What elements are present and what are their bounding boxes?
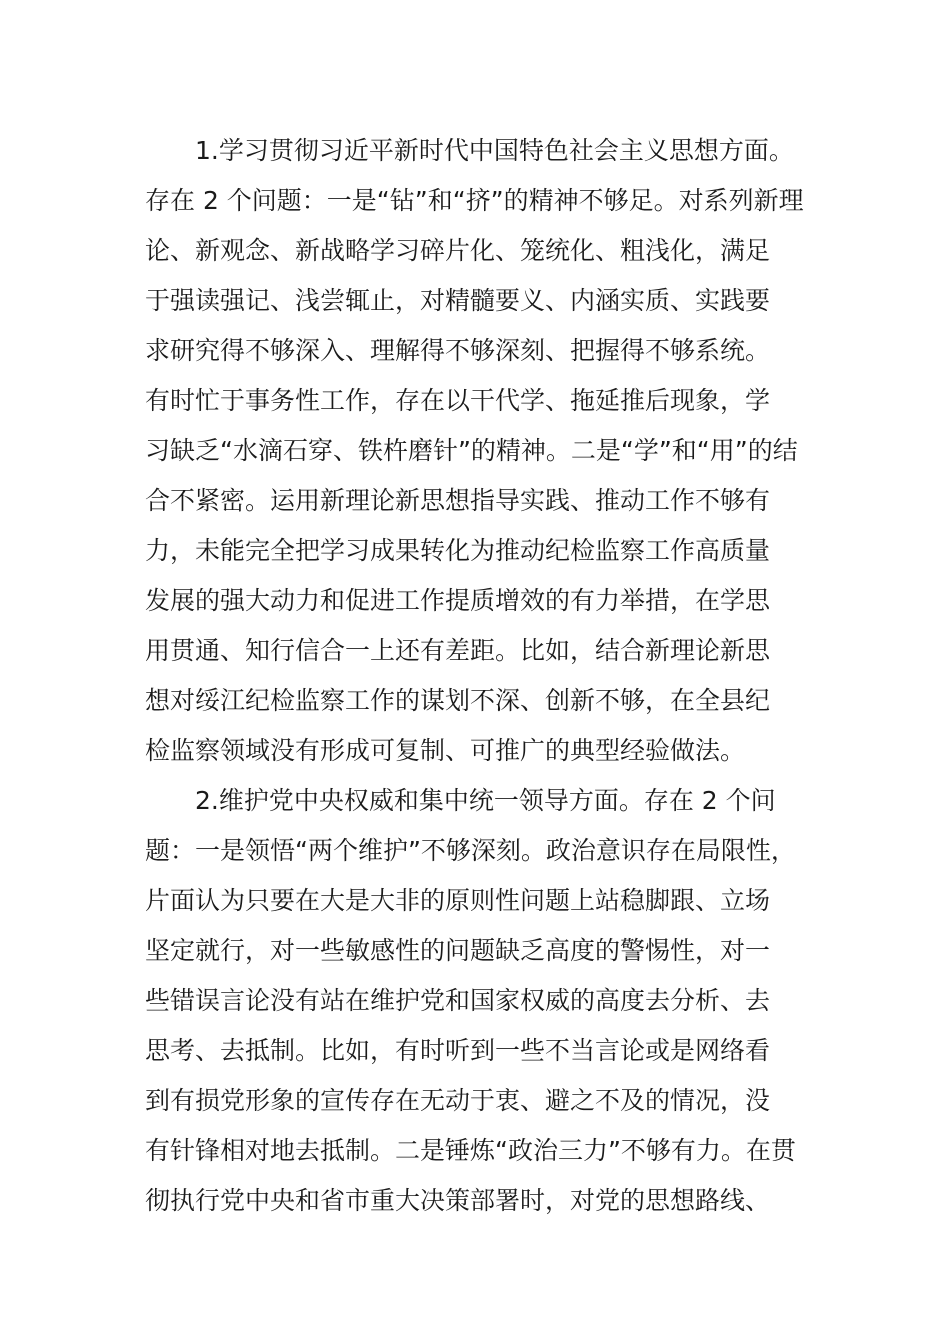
paragraph-1-line-6: 有时忙于事务性工作，存在以干代学、拖延推后现象，学 xyxy=(145,386,771,415)
paragraph-1-line-12: 想对绥江纪检监察工作的谋划不深、创新不够，在全县纪 xyxy=(145,686,771,715)
paragraph-1-line-3: 论、新观念、新战略学习碎片化、笼统化、粗浅化，满足 xyxy=(145,236,771,265)
paragraph-2-line-5: 些错误言论没有站在维护党和国家权威的高度去分析、去 xyxy=(145,986,771,1015)
paragraph-1-line-11: 用贯通、知行信合一上还有差距。比如，结合新理论新思 xyxy=(145,636,771,665)
paragraph-2-line-7: 到有损党形象的宣传存在无动于衷、避之不及的情况，没 xyxy=(145,1086,771,1115)
paragraph-1-line-7: 习缺乏“水滴石穿、铁杵磨针”的精神。二是“学”和“用”的结 xyxy=(145,436,798,465)
paragraph-2-line-1: 2.维护党中央权威和集中统一领导方面。存在 2 个问 xyxy=(195,786,776,815)
paragraph-2-line-6: 思考、去抵制。比如，有时听到一些不当言论或是网络看 xyxy=(145,1036,771,1065)
paragraph-2-line-9: 彻执行党中央和省市重大决策部署时，对党的思想路线、 xyxy=(145,1186,771,1215)
paragraph-1-line-5: 求研究得不够深入、理解得不够深刻、把握得不够系统。 xyxy=(145,336,771,365)
paragraph-2-line-4: 坚定就行，对一些敏感性的问题缺乏高度的警惕性，对一 xyxy=(145,936,771,965)
paragraph-1-line-10: 发展的强大动力和促进工作提质增效的有力举措，在学思 xyxy=(145,586,771,615)
paragraph-1-line-13: 检监察领域没有形成可复制、可推广的典型经验做法。 xyxy=(145,736,746,765)
paragraph-2-line-8: 有针锋相对地去抵制。二是锤炼“政治三力”不够有力。在贯 xyxy=(145,1136,796,1165)
paragraph-1-line-1: 1.学习贯彻习近平新时代中国特色社会主义思想方面。 xyxy=(195,136,794,165)
paragraph-1-line-9: 力，未能完全把学习成果转化为推动纪检监察工作高质量 xyxy=(145,536,771,565)
paragraph-2-line-3: 片面认为只要在大是大非的原则性问题上站稳脚跟、立场 xyxy=(145,886,771,915)
paragraph-2-line-2: 题：一是领悟“两个维护”不够深刻。政治意识存在局限性， xyxy=(145,836,796,865)
document-body xyxy=(145,126,825,1226)
paragraph-1-line-8: 合不紧密。运用新理论新思想指导实践、推动工作不够有 xyxy=(145,486,771,515)
paragraph-1-line-2: 存在 2 个问题：一是“钻”和“挤”的精神不够足。对系列新理 xyxy=(145,186,804,215)
paragraph-1-line-4: 于强读强记、浅尝辄止，对精髓要义、内涵实质、实践要 xyxy=(145,286,771,315)
